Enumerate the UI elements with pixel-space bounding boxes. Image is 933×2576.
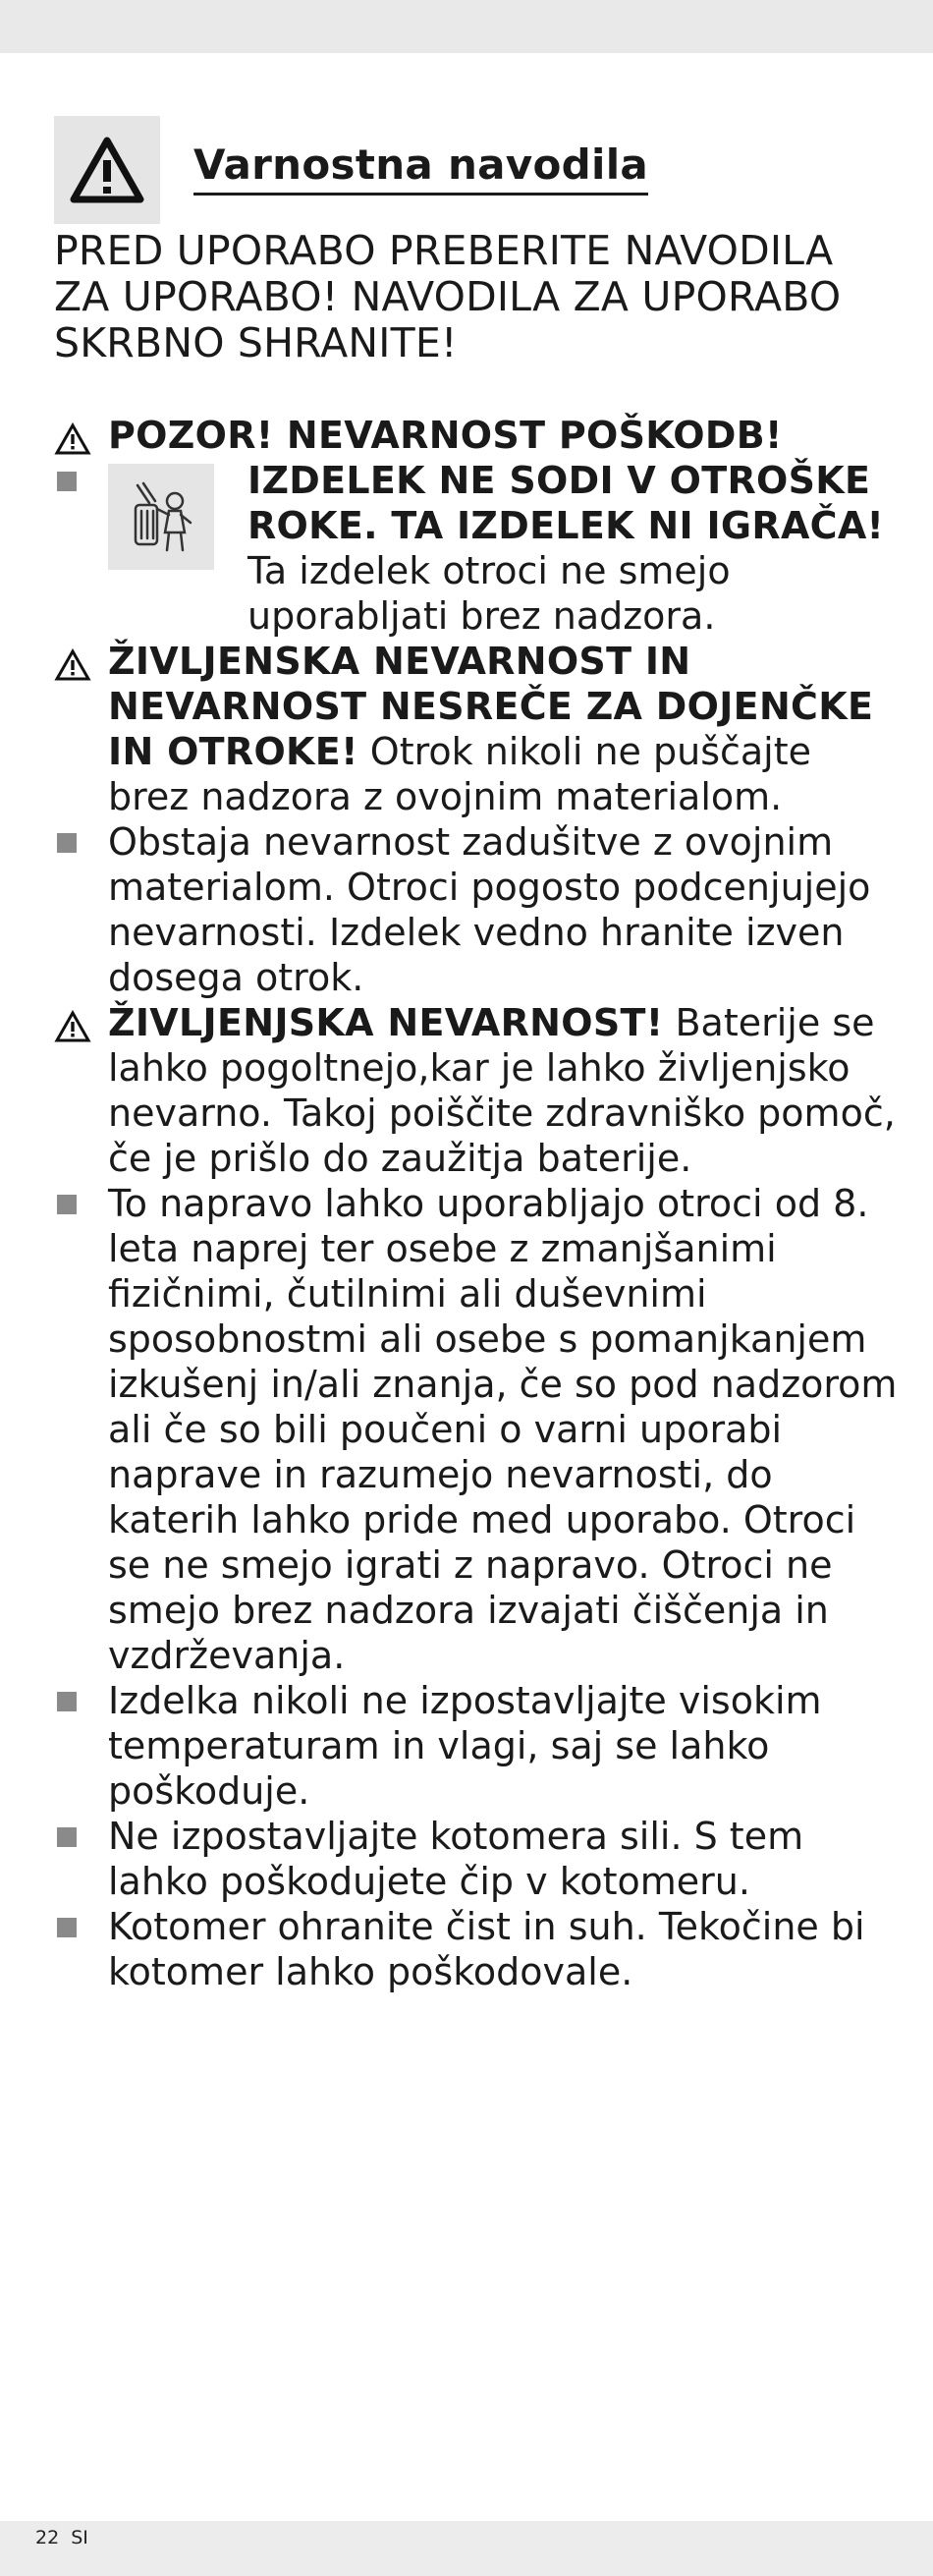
page-title: Varnostna navodila <box>193 140 648 196</box>
section-header <box>54 116 899 224</box>
bullet-marker <box>54 1814 93 1859</box>
page-footer <box>35 2527 88 2548</box>
item-text: Obstaja nevarnost zadušitve z ovojnim materialom. Otroci pogosto podcenjujejo nevarnosti. Izdelek vedno hranite izven dosega otrok. <box>108 820 871 999</box>
list-item <box>54 819 899 1000</box>
item-text: Kotomer ohranite čist in suh. Tekočine bi kotomer lahko poškodovale. <box>108 1905 865 1993</box>
bullet-marker <box>54 819 93 865</box>
language-code: SI <box>71 2527 88 2548</box>
warning-heading: POZOR! NEVARNOST POŠKODB! <box>108 414 783 457</box>
list-item <box>54 1181 899 1678</box>
bullet-marker <box>54 1904 93 1949</box>
warning-item <box>54 639 899 819</box>
safety-list <box>54 413 899 1994</box>
page-number: 22 <box>35 2527 60 2548</box>
warning-heading: ŽIVLJENSKA NEVARNOST IN NEVARNOST NESREČE ZA DOJENČKE IN OTROKE! <box>108 640 874 773</box>
item-text: To napravo lahko uporabljajo otroci od 8. leta naprej ter osebe z zmanjšanimi fizičnimi, čutilnimi ali duševnimi sposobnostmi ali osebe s pomanjkanjem izkušenj in/ali znanja, če so pod nadzorom ali če so bili poučeni o varni uporabi naprave in razumejo nevarnosti, do katerih lahko pride med uporabo. Otroci se ne smejo igrati z napravo. Otroci ne smejo brez nadzora izvajati čiščenja in vzdrževanja. <box>108 1182 898 1677</box>
child-hazard-icon <box>120 476 202 558</box>
bullet-marker <box>54 1181 93 1226</box>
child-hazard-icon-box <box>108 464 214 570</box>
warning-item <box>54 1000 899 1181</box>
warning-heading: ŽIVLJENJSKA NEVARNOST! <box>108 1001 664 1044</box>
warning-heading: IZDELEK NE SODI V OTROŠKE ROKE. TA IZDELEK NI IGRAČA! <box>247 459 885 547</box>
list-item <box>54 1678 899 1814</box>
top-margin-band <box>0 0 933 53</box>
item-text: Izdelka nikoli ne izpostavljajte visokim temperaturam in vlagi, saj se lahko poškoduje. <box>108 1679 822 1813</box>
intro-notice: PRED UPORABO PREBERITE NAVODILA ZA UPORABO! NAVODILA ZA UPORABO SKRBNO SHRANITE! <box>54 227 842 366</box>
list-item <box>54 1814 899 1904</box>
list-item <box>54 458 899 639</box>
item-text: Ta izdelek otroci ne smejo uporabljati brez nadzora. <box>247 549 731 638</box>
bullet-marker <box>54 458 93 503</box>
item-text: Otrok nikoli ne puščajte brez nadzora z ovojnim materialom. <box>108 730 812 818</box>
warning-triangle-icon <box>54 646 93 692</box>
item-text: Baterije se lahko pogoltnejo,kar je lahko življenjsko nevarno. Takoj poiščite zdravniško pomoč, če je prišlo do zaužitja baterije. <box>108 1001 896 1180</box>
footer-band <box>0 2521 933 2576</box>
bullet-marker <box>54 1678 93 1723</box>
item-text: Ne izpostavljajte kotomera sili. S tem lahko poškodujete čip v kotomeru. <box>108 1815 804 1903</box>
warning-icon-box <box>54 116 160 224</box>
warning-triangle-icon <box>68 135 146 205</box>
warning-triangle-icon <box>54 1008 93 1053</box>
list-item <box>54 1904 899 1994</box>
warning-item <box>54 413 899 458</box>
